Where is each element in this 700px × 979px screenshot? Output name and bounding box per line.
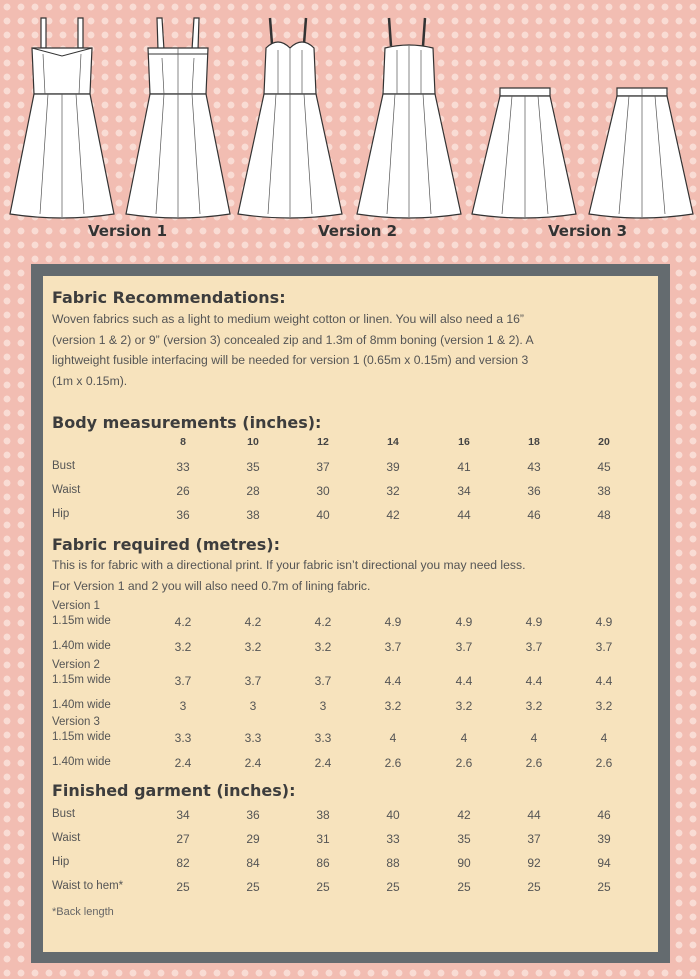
- table-cell: 3.3: [174, 731, 192, 745]
- table-cell: 29: [246, 832, 260, 846]
- table-cell: 42: [386, 508, 400, 522]
- version-1-label: Version 1: [88, 222, 168, 240]
- table-cell: 4.9: [525, 615, 543, 629]
- size-header-20: 20: [598, 436, 610, 448]
- fabric-required-note: This is for fabric with a directional print. If your fabric isn’t directional you may need less.: [52, 558, 526, 572]
- table-cell: 28: [246, 484, 260, 498]
- table-cell: 4.9: [384, 615, 402, 629]
- table-cell: 36: [246, 808, 260, 822]
- table-cell: 3: [319, 699, 327, 713]
- table-cell: 4.4: [384, 674, 402, 688]
- table-cell: 3.7: [244, 674, 262, 688]
- size-header-16: 16: [458, 436, 470, 448]
- version-2-label: Version 2: [318, 222, 398, 240]
- table-cell: 33: [176, 460, 190, 474]
- table-cell: 32: [386, 484, 400, 498]
- skirt-v3-front-illustration: [470, 14, 578, 219]
- table-cell: 3.7: [314, 674, 332, 688]
- row-label: 1.40m wide: [52, 640, 111, 652]
- dress-illustrations: [0, 0, 700, 255]
- size-header-10: 10: [247, 436, 259, 448]
- table-cell: 44: [457, 508, 471, 522]
- fabric-recommendations-line: lightweight fusible interfacing will be needed for version 1 (0.65m x 0.15m) and version 3: [52, 353, 529, 367]
- table-cell: 3.7: [455, 640, 473, 654]
- row-label: 1.15m wide: [52, 674, 111, 686]
- table-cell: 31: [316, 832, 330, 846]
- table-cell: 41: [457, 460, 471, 474]
- table-cell: 34: [176, 808, 190, 822]
- table-cell: 35: [457, 832, 471, 846]
- table-cell: 3.7: [525, 640, 543, 654]
- table-cell: 25: [457, 880, 471, 894]
- table-cell: 37: [527, 832, 541, 846]
- row-label: 1.15m wide: [52, 731, 111, 743]
- table-cell: 3.2: [244, 640, 262, 654]
- table-cell: 25: [316, 880, 330, 894]
- table-cell: 42: [457, 808, 471, 822]
- table-cell: 25: [527, 880, 541, 894]
- table-cell: 2.4: [244, 756, 262, 770]
- table-cell: 2.6: [455, 756, 473, 770]
- size-header-18: 18: [528, 436, 540, 448]
- table-cell: 86: [316, 856, 330, 870]
- table-cell: 4.4: [525, 674, 543, 688]
- table-cell: 48: [597, 508, 611, 522]
- table-cell: 3.2: [525, 699, 543, 713]
- skirt-v3-back-illustration: [587, 14, 695, 219]
- table-cell: 4.4: [595, 674, 613, 688]
- fabric-recommendations-text: [52, 309, 632, 391]
- table-cell: 2.6: [595, 756, 613, 770]
- table-cell: 38: [246, 508, 260, 522]
- table-cell: 3.3: [314, 731, 332, 745]
- table-cell: 2.6: [384, 756, 402, 770]
- size-header-14: 14: [387, 436, 399, 448]
- lining-note: For Version 1 and 2 you will also need 0.7m of lining fabric.: [52, 579, 371, 593]
- fabric-recommendations-line: Woven fabrics such as a light to medium weight cotton or linen. You will also need a 16”: [52, 312, 524, 326]
- row-label: Hip: [52, 508, 70, 520]
- table-cell: 33: [386, 832, 400, 846]
- version-subheading: Version 1: [52, 600, 100, 612]
- table-cell: 39: [386, 460, 400, 474]
- table-cell: 46: [597, 808, 611, 822]
- table-cell: 25: [597, 880, 611, 894]
- table-cell: 3.7: [384, 640, 402, 654]
- fabric-required-heading: Fabric required (metres):: [52, 535, 280, 554]
- fabric-recommendations-line: (version 1 & 2) or 9” (version 3) concealed zip and 1.3m of 8mm boning (version 1 & 2). A: [52, 332, 534, 347]
- row-label: Hip: [52, 856, 70, 868]
- table-cell: 40: [316, 508, 330, 522]
- table-cell: 4.9: [455, 615, 473, 629]
- table-cell: 39: [597, 832, 611, 846]
- table-cell: 4: [460, 731, 468, 745]
- table-cell: 92: [527, 856, 541, 870]
- table-cell: 2.6: [525, 756, 543, 770]
- back-length-footnote: *Back length: [52, 906, 114, 918]
- table-cell: 40: [386, 808, 400, 822]
- table-cell: 3.2: [384, 699, 402, 713]
- row-label: 1.15m wide: [52, 615, 111, 627]
- table-cell: 3.2: [455, 699, 473, 713]
- dress-v1-back-illustration: [124, 14, 232, 219]
- table-cell: 4: [530, 731, 538, 745]
- row-label: Waist: [52, 832, 81, 844]
- table-cell: 4.2: [314, 615, 332, 629]
- version-subheading: Version 3: [52, 716, 100, 728]
- table-cell: 3: [179, 699, 187, 713]
- row-label: Waist: [52, 484, 81, 496]
- table-cell: 36: [527, 484, 541, 498]
- table-cell: 4.4: [455, 674, 473, 688]
- version-subheading: Version 2: [52, 659, 100, 671]
- table-cell: 3.3: [244, 731, 262, 745]
- table-cell: 3.2: [595, 699, 613, 713]
- table-cell: 94: [597, 856, 611, 870]
- fabric-recommendations-line: (1m x 0.15m).: [52, 373, 128, 388]
- table-cell: 38: [316, 808, 330, 822]
- table-cell: 82: [176, 856, 190, 870]
- table-cell: 3.7: [174, 674, 192, 688]
- table-cell: 4.2: [174, 615, 192, 629]
- finished-garment-heading: Finished garment (inches):: [52, 781, 296, 800]
- table-cell: 88: [386, 856, 400, 870]
- dress-v2-back-illustration: [355, 14, 463, 219]
- table-cell: 3.7: [595, 640, 613, 654]
- table-cell: 27: [176, 832, 190, 846]
- table-cell: 2.4: [174, 756, 192, 770]
- row-label: Bust: [52, 808, 76, 820]
- fabric-recommendations-heading: Fabric Recommendations:: [52, 288, 286, 307]
- table-cell: 43: [527, 460, 541, 474]
- row-label: 1.40m wide: [52, 699, 111, 711]
- table-cell: 3.2: [314, 640, 332, 654]
- size-header-12: 12: [317, 436, 329, 448]
- table-cell: 25: [176, 880, 190, 894]
- table-cell: 45: [597, 460, 611, 474]
- table-cell: 25: [386, 880, 400, 894]
- table-cell: 37: [316, 460, 330, 474]
- table-cell: 38: [597, 484, 611, 498]
- table-cell: 3: [249, 699, 257, 713]
- table-cell: 46: [527, 508, 541, 522]
- table-cell: 4.9: [595, 615, 613, 629]
- table-cell: 36: [176, 508, 190, 522]
- table-cell: 3.2: [174, 640, 192, 654]
- table-cell: 2.4: [314, 756, 332, 770]
- size-header-8: 8: [180, 436, 186, 448]
- dress-v2-front-illustration: [236, 14, 344, 219]
- table-cell: 30: [316, 484, 330, 498]
- version-3-label: Version 3: [548, 222, 628, 240]
- table-cell: 44: [527, 808, 541, 822]
- table-cell: 84: [246, 856, 260, 870]
- table-cell: 26: [176, 484, 190, 498]
- table-cell: 4: [600, 731, 608, 745]
- table-cell: 4.2: [244, 615, 262, 629]
- table-cell: 34: [457, 484, 471, 498]
- table-cell: 25: [246, 880, 260, 894]
- row-label: Waist to hem*: [52, 880, 124, 892]
- row-label: Bust: [52, 460, 76, 472]
- row-label: 1.40m wide: [52, 756, 111, 768]
- table-cell: 90: [457, 856, 471, 870]
- table-cell: 35: [246, 460, 260, 474]
- dress-v1-front-illustration: [8, 14, 116, 219]
- body-measurements-heading: Body measurements (inches):: [52, 413, 322, 432]
- table-cell: 4: [389, 731, 397, 745]
